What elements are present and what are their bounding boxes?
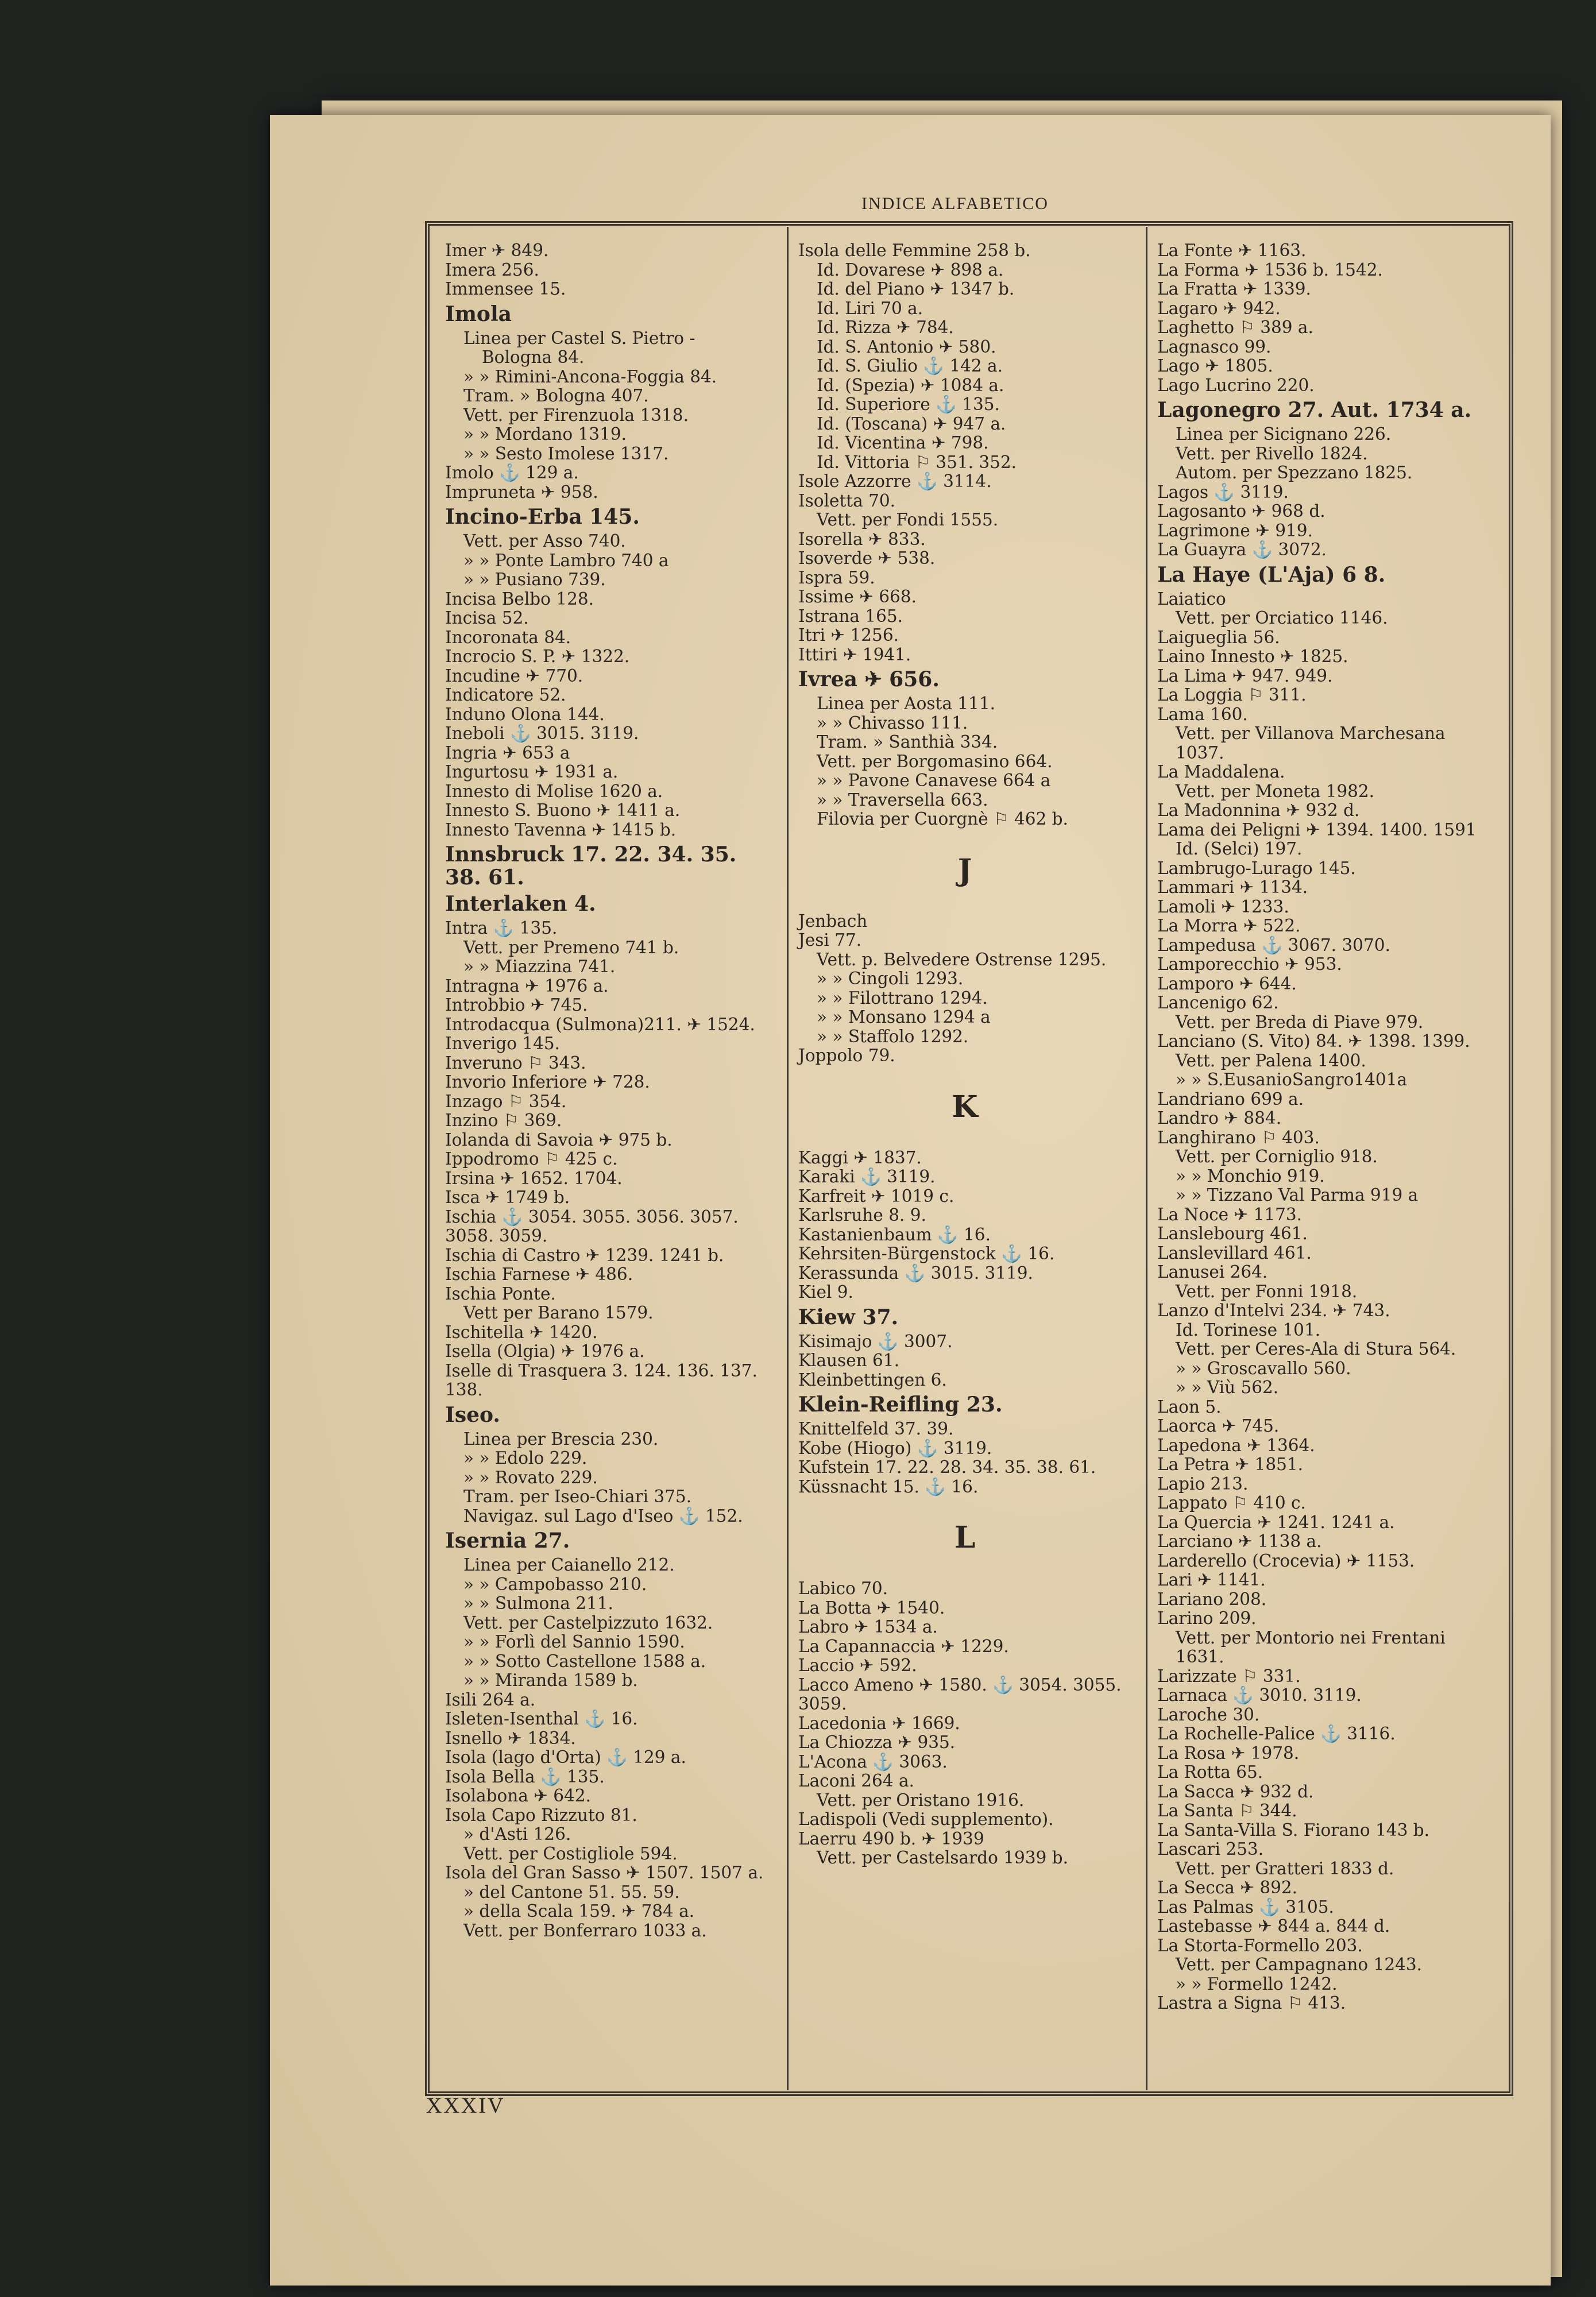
index-entry: Inzino ⚐ 369. [445, 1111, 562, 1130]
index-entry: Vett per Barano 1579. [463, 1303, 654, 1322]
index-entry: Lari ✈ 1141. [1157, 1570, 1266, 1590]
index-entry: Innesto di Molise 1620 a. [445, 781, 663, 801]
index-entry: Ischia Farnese ✈ 486. [445, 1264, 633, 1284]
index-entry: Isleten-Isenthal ⚓ 16. [445, 1709, 638, 1728]
index-entry: Jenbach [798, 911, 868, 931]
index-entry: Küssnacht 15. ⚓ 16. [798, 1476, 979, 1496]
index-entry: Filovia per Cuorgnè ⚐ 462 b. [817, 809, 1068, 829]
index-entry: Lago Lucrino 220. [1157, 375, 1315, 395]
index-entry: » » Edolo 229. [463, 1448, 588, 1468]
index-entry: Lampedusa ⚓ 3067. 3070. [1157, 935, 1390, 955]
index-entry: » » Formello 1242. [1176, 1974, 1338, 1994]
index-entry: Lastebasse ✈ 844 a. 844 d. [1157, 1916, 1390, 1936]
index-entry: Laon 5. [1157, 1397, 1222, 1417]
index-entry: » » Tizzano Val Parma 919 a [1176, 1185, 1419, 1205]
index-entry: » » Sotto Castellone 1588 a. [463, 1651, 706, 1671]
index-entry: Landro ✈ 884. [1157, 1108, 1282, 1128]
index-entry: Karaki ⚓ 3119. [798, 1167, 936, 1186]
index-entry: Vett. p. Belvedere Ostrense 1295. [817, 949, 1107, 969]
index-entry: Lagnasco 99. [1157, 337, 1272, 357]
index-entry: Lascari 253. [1157, 1839, 1264, 1859]
index-entry-heading: Imola [445, 301, 512, 326]
index-entry: Incisa Belbo 128. [445, 589, 594, 609]
index-entry: Irsina ✈ 1652. 1704. [445, 1168, 623, 1188]
index-entry: Labico 70. [798, 1579, 888, 1598]
index-entry: Vett. per Costigliole 594. [463, 1843, 678, 1863]
index-entry: La Forma ✈ 1536 b. 1542. [1157, 260, 1383, 280]
index-entry: La Maddalena. [1157, 762, 1285, 782]
letter-heading: L [954, 1520, 976, 1555]
index-entry: » » Pavone Canavese 664 a [817, 771, 1051, 790]
index-entry: » » Filottrano 1294. [817, 988, 988, 1008]
index-entry: Tram. » Bologna 407. [463, 386, 649, 405]
index-column-1 [445, 241, 778, 1940]
index-entry: Vett. per Fondi 1555. [817, 510, 999, 529]
index-entry: Incrocio S. P. ✈ 1322. [445, 647, 630, 666]
index-entry: Id. del Piano ✈ 1347 b. [817, 279, 1015, 299]
index-entry: Incisa 52. [445, 608, 529, 628]
index-entry: » » Sulmona 211. [463, 1594, 613, 1613]
index-entry: Innesto Tavenna ✈ 1415 b. [445, 819, 677, 840]
index-entry: Id. Rizza ✈ 784. [817, 318, 954, 337]
index-entry: » » Chivasso 111. [817, 713, 968, 733]
index-entry: Iselle di Trasquera 3. 124. 136. 137. 138. [445, 1360, 763, 1399]
index-entry: La Lima ✈ 947. 949. [1157, 666, 1333, 686]
index-entry: Imer ✈ 849. [445, 241, 549, 260]
index-entry: Incudine ✈ 770. [445, 666, 583, 686]
index-entry: La Capannaccia ✈ 1229. [798, 1636, 1009, 1656]
index-entry: » » Staffolo 1292. [817, 1026, 969, 1046]
index-entry: Landriano 699 a. [1157, 1089, 1304, 1109]
index-entry: Vett. per Premeno 741 b. [463, 937, 679, 957]
index-entry: » » Viù 562. [1176, 1378, 1279, 1397]
index-entry: Kehrsiten-Bürgenstock ⚓ 16. [798, 1244, 1055, 1263]
index-entry: Tram. per Iseo-Chiari 375. [463, 1487, 692, 1506]
letter-heading: K [952, 1089, 978, 1124]
index-entry: Joppolo 79. [798, 1046, 895, 1065]
index-entry: Isolabona ✈ 642. [445, 1786, 591, 1805]
index-entry: Id. Vicentina ✈ 798. [817, 433, 989, 453]
index-entry: La Storta-Formello 203. [1157, 1935, 1363, 1955]
index-entry: Id. Liri 70 a. [817, 298, 923, 318]
index-entry: Isoletta 70. [798, 490, 896, 511]
index-entry: » » Rovato 229. [463, 1467, 598, 1487]
index-entry: » » Sesto Imolese 1317. [463, 443, 669, 463]
index-entry: Vett. per Corniglio 918. [1176, 1147, 1378, 1166]
index-entry: Vett. per Castelsardo 1939 b. [817, 1848, 1068, 1867]
index-entry: Isnello ✈ 1834. [445, 1728, 576, 1748]
index-entry: Linea per Aosta 111. [817, 694, 995, 713]
index-entry: Lapio 213. [1157, 1474, 1249, 1494]
index-entry: La Chiozza ✈ 935. [798, 1733, 956, 1752]
index-entry: Isili 264 a. [445, 1689, 536, 1710]
index-entry: » del Cantone 51. 55. 59. [463, 1882, 680, 1902]
index-entry: Inverigo 145. [445, 1034, 561, 1053]
index-entry: Lamporecchio ✈ 953. [1157, 954, 1342, 974]
index-entry: » » Cingoli 1293. [817, 969, 964, 988]
index-entry: Id. Vittoria ⚐ 351. 352. [817, 452, 1017, 472]
index-entry: » » Groscavallo 560. [1176, 1358, 1351, 1378]
index-entry: » » Monchio 919. [1176, 1166, 1325, 1186]
index-entry-heading: Interlaken 4. [445, 892, 596, 916]
index-entry: Id. Dovarese ✈ 898 a. [817, 260, 1004, 280]
index-entry: Bologna 84. [482, 347, 585, 367]
index-entry: » » Campobasso 210. [463, 1574, 647, 1594]
index-entry: Isola del Gran Sasso ✈ 1507. 1507 a. [445, 1863, 764, 1882]
index-entry: Laigueglia 56. [1157, 627, 1280, 647]
index-entry-heading: Iseo. [445, 1402, 500, 1427]
index-entry: Vett. per Campagnano 1243. [1176, 1955, 1423, 1974]
index-entry: Kiel 9. [798, 1282, 853, 1302]
index-entry: » » S.EusanioSangro1401a [1176, 1070, 1408, 1089]
index-entry: Kaggi ✈ 1837. [798, 1147, 922, 1167]
index-entry: Incoronata 84. [445, 627, 571, 647]
index-entry: Lama 160. [1157, 704, 1248, 724]
index-entry: Laerru 490 b. ✈ 1939 [798, 1828, 984, 1849]
index-entry: Navigaz. sul Lago d'Iseo ⚓ 152. [463, 1506, 743, 1526]
index-entry-heading: Kiew 37. [798, 1305, 899, 1329]
index-entry: Laccio ✈ 592. [798, 1656, 917, 1675]
index-entry: Intra ⚓ 135. [445, 918, 558, 938]
index-entry: Vett. per Fonni 1918. [1176, 1281, 1358, 1301]
index-entry: Id. Superiore ⚓ 135. [817, 395, 1000, 414]
index-entry: Ischitella ✈ 1420. [445, 1322, 598, 1342]
index-entry: La Loggia ⚐ 311. [1157, 685, 1307, 705]
index-entry: Istrana 165. [798, 606, 903, 626]
index-entry: Imolo ⚓ 129 a. [445, 463, 579, 482]
index-entry: Labro ✈ 1534 a. [798, 1617, 938, 1637]
index-entry: » » Traversella 663. [817, 790, 988, 810]
index-entry: Lammari ✈ 1134. [1157, 877, 1308, 897]
index-entry: Vett. per Moneta 1982. [1176, 781, 1375, 801]
index-entry: La Secca ✈ 892. [1157, 1878, 1298, 1897]
index-entry-heading: Klein-Reifling 23. [798, 1393, 1003, 1417]
index-entry: Lapedona ✈ 1364. [1157, 1435, 1315, 1455]
index-entry: Laroche 30. [1157, 1704, 1260, 1724]
index-entry: La Rochelle-Palice ⚓ 3116. [1157, 1724, 1396, 1743]
index-entry: Vett. per Castelpizzuto 1632. [463, 1612, 713, 1633]
index-entry: Isola Capo Rizzuto 81. [445, 1805, 637, 1825]
index-entry: » » Monsano 1294 a [817, 1007, 991, 1027]
index-entry: La Botta ✈ 1540. [798, 1598, 945, 1618]
index-entry: Kleinbettingen 6. [798, 1370, 947, 1390]
index-entry: Ispra 59. [798, 567, 875, 587]
index-entry: Lagrimone ✈ 919. [1157, 520, 1313, 540]
index-entry: Laghetto ⚐ 389 a. [1157, 318, 1313, 337]
index-entry: Iolanda di Savoia ✈ 975 b. [445, 1130, 673, 1150]
page-number: XXXIV [426, 2094, 505, 2118]
index-entry: Vett. per Montorio nei Frentani 1631. [1176, 1627, 1451, 1666]
index-entry: Inveruno ⚐ 343. [445, 1053, 586, 1073]
index-entry: Vett. per Bonferraro 1033 a. [463, 1920, 707, 1940]
index-entry: Impruneta ✈ 958. [445, 482, 598, 502]
index-entry: Vett. per Rivello 1824. [1176, 443, 1368, 463]
index-entry-heading: Isernia 27. [445, 1529, 570, 1553]
index-entry: Kerassunda ⚓ 3015. 3119. [798, 1263, 1033, 1283]
index-entry: Indicatore 52. [445, 685, 566, 705]
index-entry: Ischia Ponte. [445, 1283, 556, 1304]
index-entry: Id. (Selci) 197. [1176, 839, 1303, 859]
index-entry: Id. S. Giulio ⚓ 142 a. [817, 356, 1003, 376]
letter-heading: J [957, 852, 972, 888]
index-entry: » della Scala 159. ✈ 784 a. [463, 1901, 695, 1921]
index-entry: Las Palmas ⚓ 3105. [1157, 1897, 1334, 1917]
index-entry: Tram. » Santhià 334. [817, 732, 998, 752]
index-entry: Lanusei 264. [1157, 1262, 1268, 1282]
index-entry: Vett. per Gratteri 1833 d. [1176, 1858, 1394, 1878]
index-entry: Lancenigo 62. [1157, 993, 1279, 1012]
index-entry: Ischia ⚓ 3054. 3055. 3056. 3057. 3058. 3059. [445, 1206, 744, 1246]
index-entry: » » Forlì del Sannio 1590. [463, 1632, 685, 1652]
index-entry: Larderello (Crocevia) ✈ 1153. [1157, 1550, 1415, 1571]
index-entry: Kisimajo ⚓ 3007. [798, 1331, 953, 1351]
page-header: INDICE ALFABETICO [861, 194, 1049, 213]
index-entry: Isola (lago d'Orta) ⚓ 129 a. [445, 1747, 686, 1767]
index-entry: Id. Torinese 101. [1176, 1320, 1321, 1340]
index-entry: » » Ponte Lambro 740 a [463, 550, 669, 570]
index-entry: Larnaca ⚓ 3010. 3119. [1157, 1685, 1362, 1705]
index-entry: Isola delle Femmine 258 b. [798, 241, 1031, 260]
index-entry: Larizzate ⚐ 331. [1157, 1666, 1301, 1686]
index-entry: Vett. per Firenzuola 1318. [463, 405, 689, 425]
index-entry: Vett. per Oristano 1916. [817, 1790, 1025, 1810]
index-entry: Vett. per Villanova Marchesana 1037. [1176, 724, 1451, 763]
index-entry: Lago ✈ 1805. [1157, 356, 1273, 376]
index-entry: Laconi 264 a. [798, 1771, 914, 1791]
column-divider [787, 227, 789, 2090]
index-entry: Isorella ✈ 833. [798, 529, 926, 549]
index-entry: Knittelfeld 37. 39. [798, 1419, 954, 1438]
index-entry: Isoverde ✈ 538. [798, 548, 936, 568]
index-entry: Imera 256. [445, 260, 539, 280]
index-entry: Kastanienbaum ⚓ 16. [798, 1224, 991, 1244]
index-column-3 [1157, 241, 1490, 2013]
index-entry: Invorio Inferiore ✈ 728. [445, 1072, 650, 1092]
index-entry: Linea per Caianello 212. [463, 1555, 675, 1575]
index-entry: Ingurtosu ✈ 1931 a. [445, 762, 619, 782]
index-entry: Vett. per Asso 740. [463, 531, 626, 551]
index-entry: Ingria ✈ 653 a [445, 743, 570, 763]
index-entry: La Sacca ✈ 932 d. [1157, 1781, 1314, 1801]
index-entry: Lamporo ✈ 644. [1157, 973, 1297, 993]
index-entry: La Guayra ⚓ 3072. [1157, 540, 1327, 559]
index-entry: Laorca ✈ 745. [1157, 1416, 1280, 1436]
index-entry: Lagosanto ✈ 968 d. [1157, 501, 1326, 521]
index-entry: Vett. per Breda di Piave 979. [1176, 1012, 1424, 1032]
index-entry: Vett. per Palena 1400. [1176, 1050, 1366, 1070]
index-entry: » » Rimini-Ancona-Foggia 84. [463, 366, 717, 386]
index-entry: Issime ✈ 668. [798, 587, 917, 606]
index-entry: La Rotta 65. [1157, 1762, 1263, 1782]
index-entry: La Rosa ✈ 1978. [1157, 1743, 1300, 1763]
index-entry: Jesi 77. [798, 930, 862, 950]
index-entry: Kufstein 17. 22. 28. 34. 35. 38. 61. [798, 1457, 1096, 1477]
index-entry: Lanslevillard 461. [1157, 1243, 1312, 1263]
index-entry: Ischia di Castro ✈ 1239. 1241 b. [445, 1245, 724, 1265]
index-entry: La Santa-Villa S. Fiorano 143 b. [1157, 1820, 1430, 1840]
index-entry-heading: Incino-Erba 145. [445, 505, 640, 529]
index-entry: Vett. per Ceres-Ala di Stura 564. [1176, 1339, 1456, 1359]
index-entry: Isca ✈ 1749 b. [445, 1188, 570, 1207]
index-entry: La Noce ✈ 1173. [1157, 1204, 1303, 1224]
index-entry: » d'Asti 126. [463, 1824, 571, 1844]
index-entry: Linea per Sicignano 226. [1176, 424, 1392, 444]
index-entry: La Petra ✈ 1851. [1157, 1455, 1304, 1474]
index-entry: Induno Olona 144. [445, 704, 605, 724]
index-entry: La Morra ✈ 522. [1157, 916, 1301, 935]
index-entry: Ladispoli (Vedi supplemento). [798, 1809, 1054, 1829]
index-entry: La Madonnina ✈ 932 d. [1157, 801, 1360, 820]
index-entry: Id. (Toscana) ✈ 947 a. [817, 413, 1006, 434]
index-entry: Ineboli ⚓ 3015. 3119. [445, 724, 639, 743]
index-entry: Lappato ⚐ 410 c. [1157, 1493, 1306, 1513]
index-entry: Ittiri ✈ 1941. [798, 644, 911, 664]
index-entry: » » Miranda 1589 b. [463, 1670, 638, 1690]
index-entry: Lacco Ameno ✈ 1580. ⚓ 3054. 3055. 3059. [798, 1675, 1127, 1714]
index-entry: Immensee 15. [445, 279, 566, 299]
index-entry: Lastra a Signa ⚐ 413. [1157, 1993, 1346, 2013]
index-entry: Laiatico [1157, 589, 1226, 609]
index-column-2 [798, 241, 1131, 1868]
index-entry: Innesto S. Buono ✈ 1411 a. [445, 801, 681, 820]
index-entry-heading: Ivrea ✈ 656. [798, 667, 940, 691]
index-entry: La Quercia ✈ 1241. 1241 a. [1157, 1512, 1395, 1532]
index-entry: Larciano ✈ 1138 a. [1157, 1532, 1322, 1551]
index-entry: Lariano 208. [1157, 1589, 1267, 1609]
index-entry: Kobe (Hiogo) ⚓ 3119. [798, 1438, 992, 1458]
column-divider [1146, 227, 1147, 2090]
index-entry: Karfreit ✈ 1019 c. [798, 1186, 954, 1206]
index-entry-heading: La Haye (L'Aja) 6 8. [1157, 562, 1386, 587]
index-entry: Lamoli ✈ 1233. [1157, 896, 1289, 917]
index-entry: Isola Bella ⚓ 135. [445, 1766, 605, 1786]
index-entry: Id. (Spezia) ✈ 1084 a. [817, 375, 1004, 395]
index-entry: La Fratta ✈ 1339. [1157, 279, 1311, 299]
index-entry: Lama dei Peligni ✈ 1394. 1400. 1591 [1157, 819, 1477, 840]
index-entry: Lagaro ✈ 942. [1157, 298, 1281, 318]
index-entry: Introdacqua (Sulmona)211. ✈ 1524. [445, 1014, 755, 1034]
index-entry: Vett. per Borgomasino 664. [817, 751, 1053, 771]
index-entry: Lanciano (S. Vito) 84. ✈ 1398. 1399. [1157, 1031, 1470, 1051]
index-entry: L'Acona ⚓ 3063. [798, 1751, 948, 1772]
index-entry-heading: Innsbruck 17. 22. 34. 35. 38. 61. [445, 842, 744, 890]
index-entry: Isole Azzorre ⚓ 3114. [798, 471, 992, 491]
index-entry: Lacedonia ✈ 1669. [798, 1713, 960, 1733]
index-entry: Lanslebourg 461. [1157, 1224, 1308, 1243]
index-entry: Lambrugo-Lurago 145. [1157, 858, 1356, 878]
index-entry: Linea per Castel S. Pietro - [463, 328, 695, 348]
index-entry: Linea per Brescia 230. [463, 1429, 659, 1449]
index-entry: Vett. per Orciatico 1146. [1176, 608, 1388, 628]
index-entry: Langhirano ⚐ 403. [1157, 1127, 1320, 1147]
index-entry: Itri ✈ 1256. [798, 625, 899, 645]
index-entry: » » Miazzina 741. [463, 957, 616, 976]
index-entry: La Santa ⚐ 344. [1157, 1801, 1297, 1820]
index-entry: Introbbio ✈ 745. [445, 995, 588, 1015]
index-entry: Id. S. Antonio ✈ 580. [817, 337, 996, 357]
index-entry: Inzago ⚐ 354. [445, 1091, 567, 1111]
index-entry: Lagos ⚓ 3119. [1157, 482, 1289, 502]
index-entry: Autom. per Spezzano 1825. [1176, 463, 1413, 482]
index-entry: La Fonte ✈ 1163. [1157, 241, 1307, 260]
index-entry-heading: Lagonegro 27. Aut. 1734 a. [1157, 398, 1472, 422]
index-entry: Ippodromo ⚐ 425 c. [445, 1149, 618, 1169]
index-entry: Isella (Olgia) ✈ 1976 a. [445, 1341, 645, 1361]
index-entry: Intragna ✈ 1976 a. [445, 976, 609, 996]
index-entry: » » Pusiano 739. [463, 570, 606, 589]
index-entry: Karlsruhe 8. 9. [798, 1205, 926, 1225]
index-entry: » » Mordano 1319. [463, 424, 627, 444]
index-entry: Laino Innesto ✈ 1825. [1157, 647, 1348, 666]
index-entry: Larino 209. [1157, 1608, 1257, 1628]
index-entry: Klausen 61. [798, 1351, 899, 1370]
index-entry: Lanzo d'Intelvi 234. ✈ 743. [1157, 1301, 1390, 1320]
